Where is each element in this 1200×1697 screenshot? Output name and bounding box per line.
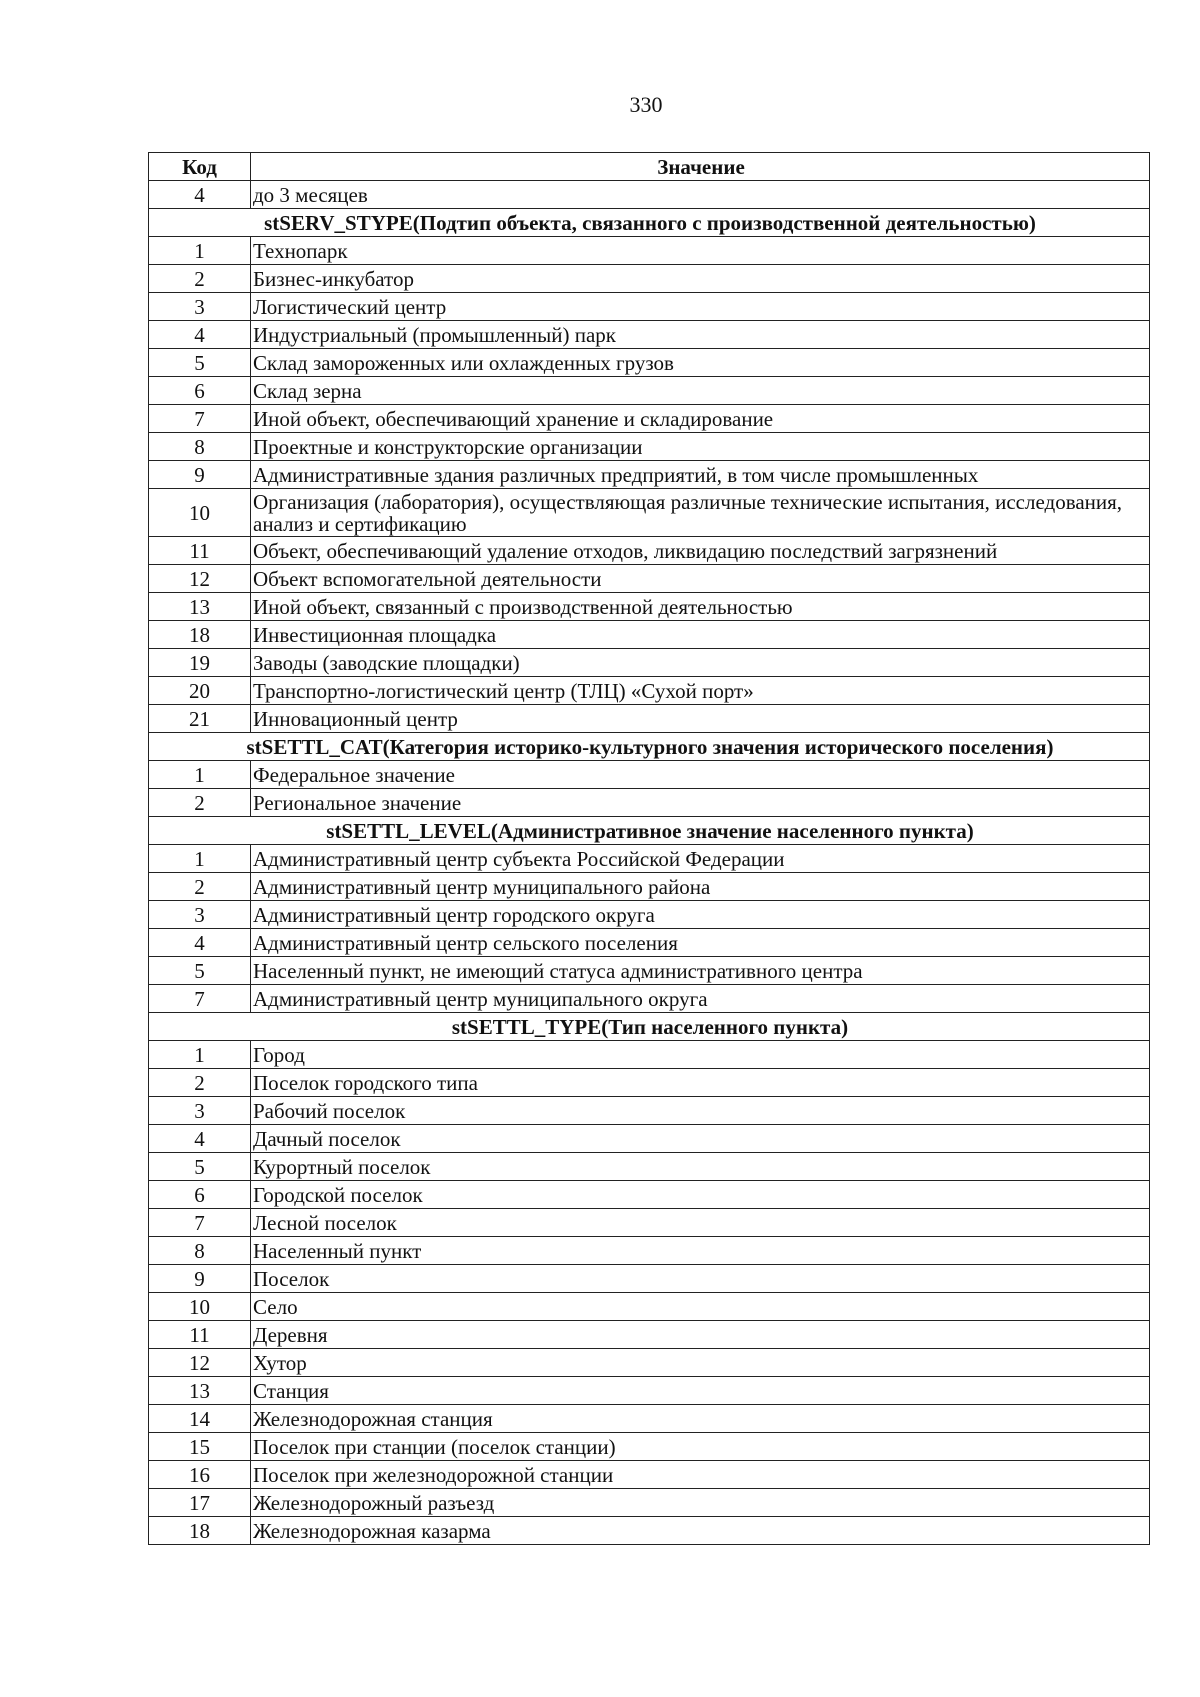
row-value: Заводы (заводские площадки) [251,649,1150,677]
row-value: Административный центр муниципального округа [251,985,1150,1013]
table-row [149,1209,1150,1237]
table-row [149,929,1150,957]
row-value: Организация (лаборатория), осуществляющая различные технические испытания, исследования, анализ и сертификацию [251,489,1150,537]
section-header-row [149,817,1150,845]
table-header-row [149,153,1150,181]
row-code: 12 [149,1349,251,1377]
row-value: Станция [251,1377,1150,1405]
row-code: 10 [149,1293,251,1321]
row-code: 12 [149,565,251,593]
row-value: Железнодорожная казарма [251,1517,1150,1545]
row-code: 7 [149,1209,251,1237]
row-value: Федеральное значение [251,761,1150,789]
section-title: stSETTL_LEVEL(Административное значение населенного пункта) [149,817,1150,845]
table-row [149,433,1150,461]
row-value: Дачный поселок [251,1125,1150,1153]
table-row [149,1293,1150,1321]
row-code: 8 [149,433,251,461]
section-header-row [149,733,1150,761]
row-value: Лесной поселок [251,1209,1150,1237]
row-value: Населенный пункт [251,1237,1150,1265]
row-code: 2 [149,789,251,817]
row-code: 14 [149,1405,251,1433]
row-code: 6 [149,377,251,405]
table-row [149,873,1150,901]
row-value: Поселок [251,1265,1150,1293]
row-code: 16 [149,1461,251,1489]
row-code: 18 [149,621,251,649]
row-code: 11 [149,537,251,565]
row-code: 9 [149,1265,251,1293]
table-row [149,593,1150,621]
row-code: 5 [149,349,251,377]
row-code: 6 [149,1181,251,1209]
row-value: Объект вспомогательной деятельности [251,565,1150,593]
table-row [149,1377,1150,1405]
row-code: 21 [149,705,251,733]
row-value: Село [251,1293,1150,1321]
table-row [149,1069,1150,1097]
row-code: 7 [149,985,251,1013]
table-row [149,349,1150,377]
row-value: Городской поселок [251,1181,1150,1209]
row-value: Логистический центр [251,293,1150,321]
row-value: Поселок при железнодорожной станции [251,1461,1150,1489]
row-code: 15 [149,1433,251,1461]
row-value: Железнодорожная станция [251,1405,1150,1433]
table-row [149,1181,1150,1209]
row-value: Индустриальный (промышленный) парк [251,321,1150,349]
row-value: Бизнес-инкубатор [251,265,1150,293]
table-row [149,265,1150,293]
classifier-table [148,152,1150,1545]
row-code: 1 [149,845,251,873]
table-row [149,957,1150,985]
row-code: 20 [149,677,251,705]
row-code: 1 [149,761,251,789]
table-row [149,649,1150,677]
row-value: Иной объект, связанный с производственной деятельностью [251,593,1150,621]
row-code: 3 [149,901,251,929]
table-row [149,237,1150,265]
row-code: 7 [149,405,251,433]
row-code: 2 [149,1069,251,1097]
row-code: 19 [149,649,251,677]
table-row [149,321,1150,349]
row-value: Инвестиционная площадка [251,621,1150,649]
table-row [149,565,1150,593]
row-code: 1 [149,1041,251,1069]
table-row [149,1433,1150,1461]
table-row [149,901,1150,929]
table-row [149,405,1150,433]
row-code: 8 [149,1237,251,1265]
row-code: 4 [149,1125,251,1153]
row-code: 4 [149,321,251,349]
row-code: 3 [149,1097,251,1125]
table-row [149,677,1150,705]
table-row [149,293,1150,321]
table-row [149,985,1150,1013]
page-number: 330 [629,92,663,117]
row-code: 17 [149,1489,251,1517]
row-value: Город [251,1041,1150,1069]
header-value: Значение [251,153,1150,181]
row-value: Транспортно-логистический центр (ТЛЦ) «Сухой порт» [251,677,1150,705]
row-value: Хутор [251,1349,1150,1377]
row-code: 4 [149,929,251,957]
row-value: Региональное значение [251,789,1150,817]
row-value: Поселок городского типа [251,1069,1150,1097]
table-row [149,1405,1150,1433]
table-row [149,489,1150,537]
row-value: Объект, обеспечивающий удаление отходов, ликвидацию последствий загрязнений [251,537,1150,565]
section-title: stSERV_STYPE(Подтип объекта, связанного с производственной деятельностью) [149,209,1150,237]
table-row [149,705,1150,733]
row-code: 2 [149,265,251,293]
row-code: 10 [149,489,251,537]
table-row [149,1489,1150,1517]
row-value: Железнодорожный разъезд [251,1489,1150,1517]
table-row [149,761,1150,789]
row-value: Склад замороженных или охлажденных грузов [251,349,1150,377]
table-row [149,461,1150,489]
row-code: 9 [149,461,251,489]
row-code: 4 [149,181,251,209]
table-row [149,1237,1150,1265]
row-value: Административные здания различных предприятий, в том числе промышленных [251,461,1150,489]
row-code: 5 [149,957,251,985]
table-row [149,621,1150,649]
row-code: 13 [149,593,251,621]
table-row [149,1041,1150,1069]
row-code: 1 [149,237,251,265]
section-title: stSETTL_TYPE(Тип населенного пункта) [149,1013,1150,1041]
row-value: Склад зерна [251,377,1150,405]
row-value: Административный центр муниципального района [251,873,1150,901]
row-code: 2 [149,873,251,901]
table-row [149,789,1150,817]
table-row [149,1265,1150,1293]
table-row [149,377,1150,405]
row-code: 11 [149,1321,251,1349]
row-code: 3 [149,293,251,321]
row-code: 18 [149,1517,251,1545]
table-row [149,1349,1150,1377]
table-row [149,1153,1150,1181]
section-header-row [149,209,1150,237]
section-title: stSETTL_CAT(Категория историко-культурного значения исторического поселения) [149,733,1150,761]
row-code: 5 [149,1153,251,1181]
row-value: Административный центр субъекта Российской Федерации [251,845,1150,873]
row-value: Поселок при станции (поселок станции) [251,1433,1150,1461]
table-row [149,1097,1150,1125]
section-header-row [149,1013,1150,1041]
header-code: Код [149,153,251,181]
row-value: Проектные и конструкторские организации [251,433,1150,461]
row-value: Технопарк [251,237,1150,265]
row-value: Административный центр городского округа [251,901,1150,929]
row-value: Иной объект, обеспечивающий хранение и складирование [251,405,1150,433]
row-value: Населенный пункт, не имеющий статуса административного центра [251,957,1150,985]
table-row [149,537,1150,565]
table-row [149,845,1150,873]
table-row [149,1517,1150,1545]
table-row [149,1461,1150,1489]
table-row [149,1125,1150,1153]
row-code: 13 [149,1377,251,1405]
row-value: Инновационный центр [251,705,1150,733]
row-value: Административный центр сельского поселения [251,929,1150,957]
row-value: до 3 месяцев [251,181,1150,209]
row-value: Деревня [251,1321,1150,1349]
row-value: Рабочий поселок [251,1097,1150,1125]
table-row [149,181,1150,209]
table-row [149,1321,1150,1349]
row-value: Курортный поселок [251,1153,1150,1181]
